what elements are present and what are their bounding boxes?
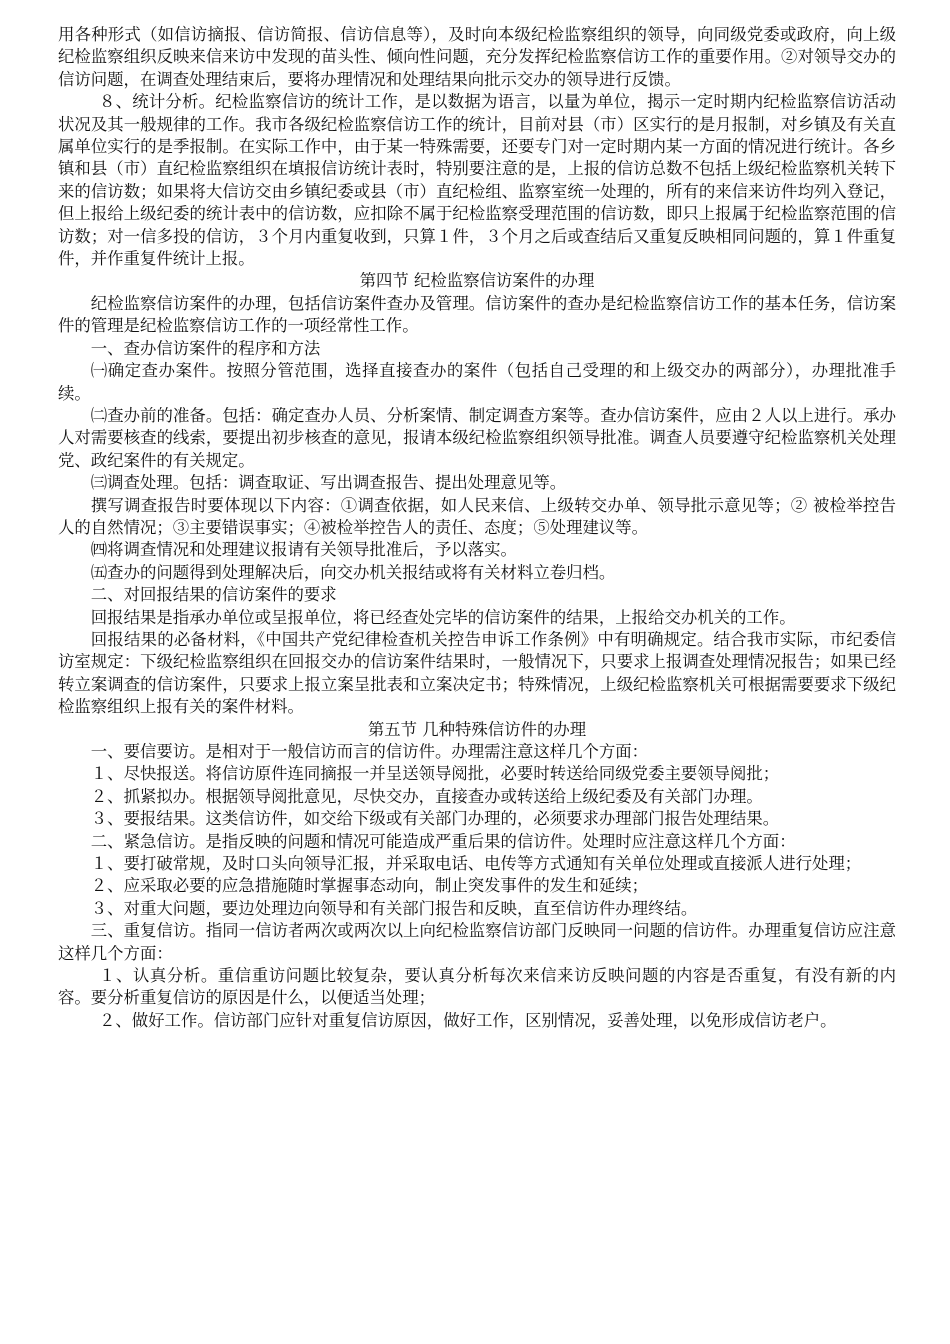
section-heading-5: 第五节 几种特殊信访件的办理: [367, 719, 587, 739]
paragraph: ㈢调查处理。包括：调查取证、写出调查报告、提出处理意见等。: [90, 473, 567, 493]
document-body: [58, 24, 896, 1032]
list-item: ２、抓紧拟办。根据领导阅批意见，尽快交办，直接查办或转送给上级纪委及有关部门办理。: [90, 786, 763, 806]
paragraph: ㈣将调查情况和处理建议报请有关领导批准后，予以落实。: [90, 540, 517, 560]
list-item: ３、要报结果。这类信访件，如交给下级或有关部门办理的，必须要求办理部门报告处理结果。: [90, 809, 780, 829]
paragraph: ㈤查办的问题得到处理解决后，向交办机关报结或将有关材料立卷归档。: [90, 562, 616, 582]
paragraph-statistics-analysis: ８、统计分析。纪检监察信访的统计工作，是以数据为语言，以量为单位，揭示一定时期内纪检监察信访活动状况及其一般规律的工作。我市各级纪检监察信访工作的统计，目前对县（市）区实行的是月报制，对乡镇及有关直属单位实行的是季报制。在实际工作中，由于某一特殊需要，还要专门对一定时期内某一方面的情况进行统计。各乡镇和县（市）直纪检监察组织在填报信访统计表时，特别要注意的是，上报的信访总数不包括上级纪检监察机关转下来的信访数；如果将大信访交由乡镇纪委或县（市）直纪检组、监察室统一处理的，所有的来信来访件均列入登记，但上报给上级纪委的统计表中的信访数，应扣除不属于纪检监察受理范围的信访数，即只上报属于纪检监察范围的信访数；对一信多投的信访，３个月内重复收到，只算１件，３个月之后或查结后又重复反映相同问题的，算１件重复件，并作重复件统计上报。: [58, 92, 896, 269]
subheading: 二、对回报结果的信访案件的要求: [90, 585, 337, 605]
list-item: １、要打破常规，及时口头向领导汇报，并采取电话、电传等方式通知有关单位处理或直接派人进行处理；: [90, 854, 862, 874]
list-item: １、尽快报送。将信访原件连同摘报一并呈送领导阅批，必要时转送给同级党委主要领导阅批；: [90, 764, 780, 784]
list-item: ３、对重大问题，要边处理边向领导和有关部门报告和反映，直至信访件办理终结。: [90, 898, 698, 918]
subheading: 三、重复信访。指同一信访者两次或两次以上向纪检监察信访部门反映同一问题的信访件。办理重复信访应注意这样几个方面：: [58, 921, 896, 963]
paragraph: 回报结果是指承办单位或呈报单位，将已经查处完毕的信访案件的结果，上报给交办机关的工作。: [90, 607, 796, 627]
list-item: １、认真分析。重信重访问题比较复杂，要认真分析每次来信来访反映问题的内容是否重复，有没有新的内容。要分析重复信访的原因是什么，以便适当处理；: [58, 966, 896, 1008]
subheading: 一、查办信访案件的程序和方法: [90, 338, 321, 358]
paragraph: 回报结果的必备材料，《中国共产党纪律检查机关控告申诉工作条例》中有明确规定。结合我市实际，市纪委信访室规定：下级纪检监察组织在回报交办的信访案件结果时，一般情况下，只要求上报调查处理情况报告；如果已经转立案调查的信访案件，只要求上报立案呈批表和立案决定书；特殊情况，上级纪检监察机关可根据需要要求下级纪检监察组织上报有关的案件材料。: [58, 629, 896, 717]
subheading: 二、紧急信访。是指反映的问题和情况可能造成严重后果的信访件。处理时应注意这样几个方面：: [90, 831, 796, 851]
section-heading-4: 第四节 纪检监察信访案件的办理: [359, 271, 595, 291]
subheading: 一、要信要访。是相对于一般信访而言的信访件。办理需注意这样几个方面：: [90, 742, 649, 761]
paragraph: 纪检监察信访案件的办理，包括信访案件查办及管理。信访案件的查办是纪检监察信访工作的基本任务，信访案件的管理是纪检监察信访工作的一项经常性工作。: [58, 293, 896, 336]
paragraph: 撰写调查报告时要体现以下内容：①调查依据，如人民来信、上级转交办单、领导批示意见等；② 被检举控告人的自然情况；③主要错误事实；④被检举控告人的责任、态度；⑤处理建议等。: [58, 495, 896, 537]
paragraph-statistics-intro: 用各种形式（如信访摘报、信访简报、信访信息等），及时向本级纪检监察组织的领导，向同级党委或政府，向上级纪检监察组织反映来信来访中发现的苗头性、倾向性问题，充分发挥纪检监察信访工作的重要作用。②对领导交办的信访问题，在调查处理结束后，要将办理情况和处理结果向批示交办的领导进行反馈。: [58, 25, 896, 89]
paragraph: ㈠确定查办案件。按照分管范围，选择直接查办的案件（包括自己受理的和上级交办的两部分），办理批准手续。: [58, 361, 896, 403]
list-item: ２、应采取必要的应急措施随时掌握事态动向，制止突发事件的发生和延续；: [90, 876, 649, 896]
list-item: ２、做好工作。信访部门应针对重复信访原因，做好工作，区别情况，妥善处理，以免形成信访老户。: [99, 1010, 837, 1030]
paragraph: ㈡查办前的准备。包括：确定查办人员、分析案情、制定调查方案等。查办信访案件，应由２人以上进行。承办人对需要核查的线索，要提出初步核查的意见，报请本级纪检监察组织领导批准。调查人员要遵守纪检监察机关处理党、政纪案件的有关规定。: [58, 405, 896, 470]
